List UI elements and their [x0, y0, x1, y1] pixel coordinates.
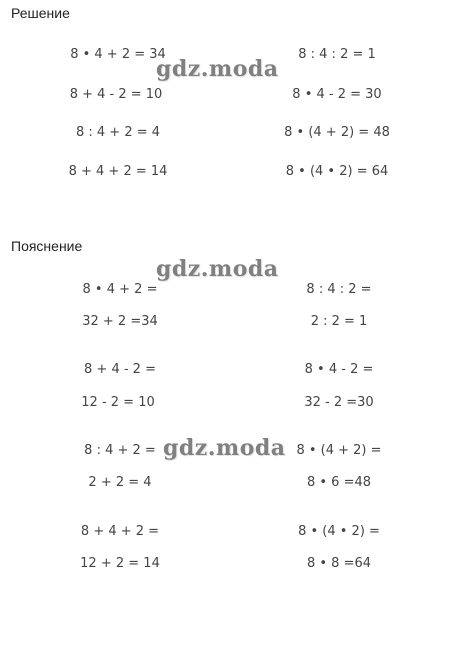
explanation-step: 12 + 2 = 14 [80, 556, 160, 571]
explanation-step: 8 • 4 + 2 = [82, 282, 158, 297]
solution-expression: 8 • 4 + 2 = 34 [70, 47, 166, 62]
explanation-step: 8 • (4 • 2) = [298, 524, 380, 539]
watermark-logo: gdz.moda [156, 256, 279, 282]
explanation-step: 8 • 6 =48 [306, 475, 372, 490]
solution-expression: 8 • 4 - 2 = 30 [292, 87, 382, 102]
explanation-step: 12 - 2 = 10 [81, 395, 155, 410]
solution-expression: 8 + 4 + 2 = 14 [68, 164, 168, 179]
solution-expression: 8 • (4 • 2) = 64 [285, 164, 389, 179]
explanation-step: 2 : 2 = 1 [310, 314, 368, 329]
watermark-logo: gdz.moda [156, 56, 279, 82]
explanation-step: 8 • (4 + 2) = [296, 443, 382, 458]
explanation-step: 8 + 4 - 2 = [84, 362, 156, 377]
explanation-step: 8 • 4 - 2 = [304, 362, 374, 377]
explanation-heading: Пояснение [11, 238, 83, 254]
solution-expression: 8 : 4 : 2 = 1 [298, 47, 376, 62]
solution-expression: 8 • (4 + 2) = 48 [284, 125, 390, 140]
solution-expression: 8 + 4 - 2 = 10 [69, 87, 163, 102]
explanation-step: 8 • 8 =64 [306, 556, 372, 571]
explanation-step: 8 : 4 : 2 = [306, 282, 372, 297]
explanation-step: 8 : 4 + 2 = [84, 443, 156, 458]
solution-heading: Решение [11, 5, 70, 21]
explanation-step: 32 - 2 =30 [304, 395, 374, 410]
explanation-step: 8 + 4 + 2 = [80, 524, 160, 539]
watermark-logo: gdz.moda [163, 435, 286, 461]
explanation-step: 2 + 2 = 4 [88, 475, 152, 490]
solution-expression: 8 : 4 + 2 = 4 [75, 125, 161, 140]
explanation-step: 32 + 2 =34 [82, 314, 158, 329]
